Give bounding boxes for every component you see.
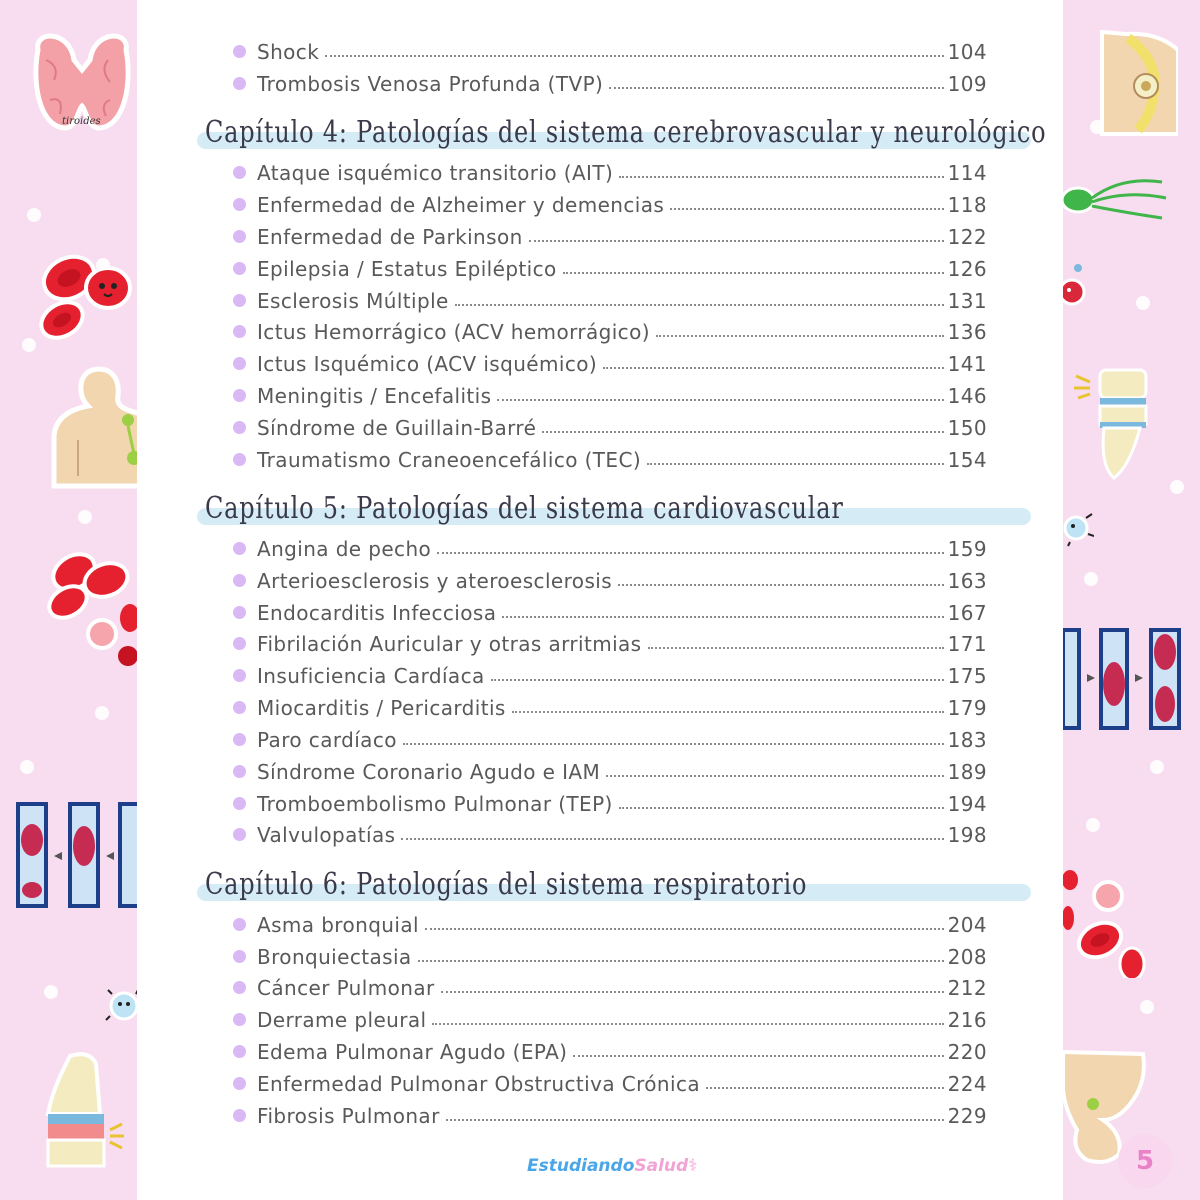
background-dot [1086, 818, 1100, 832]
entry-page: 216 [947, 1008, 987, 1032]
chapter-heading [197, 860, 1031, 908]
toc-entry[interactable] [233, 1098, 987, 1128]
bullet [233, 981, 246, 994]
dot-leader [542, 431, 943, 433]
stethoscope-icon: ⚕ [688, 1156, 698, 1176]
dot-leader [670, 208, 943, 210]
bullet [233, 453, 246, 466]
thyroid-icon [30, 30, 134, 144]
dot-leader [529, 240, 944, 242]
spine-icon [1070, 366, 1160, 486]
toc-entry[interactable] [233, 314, 987, 344]
entry-title: Enfermedad Pulmonar Obstructiva Crónica [257, 1072, 701, 1096]
entry-title: Cáncer Pulmonar [257, 976, 435, 1000]
toc-entry[interactable] [233, 531, 987, 561]
entry-page: 175 [947, 664, 987, 688]
background-dot [95, 706, 109, 720]
entry-title: Ictus Isquémico (ACV isquémico) [257, 352, 598, 376]
dot-leader [619, 807, 944, 809]
bullet [233, 294, 246, 307]
entry-title: Epilepsia / Estatus Epiléptico [257, 257, 557, 281]
toc-entry[interactable] [233, 410, 987, 440]
entry-page: 141 [947, 352, 987, 376]
toc-entry[interactable] [233, 907, 987, 937]
blood-vessel-clot-icon [1063, 628, 1187, 736]
red-blood-cells-icon [34, 250, 134, 349]
entry-title: Meningitis / Encefalitis [257, 384, 492, 408]
background-dot [78, 510, 92, 524]
background-dot [1140, 1000, 1154, 1014]
dot-leader [446, 1119, 944, 1121]
toc-entry[interactable] [233, 251, 987, 281]
toc-entry[interactable] [233, 283, 987, 313]
dot-leader [403, 743, 944, 745]
bullet [233, 1013, 246, 1026]
chapter-title: Capítulo 6: Patologías del sistema respiratorio [205, 867, 808, 902]
chapter-title: Capítulo 4: Patologías del sistema cerebrovascular y neurológico [205, 115, 1047, 150]
entry-page: 114 [947, 161, 987, 185]
toc-entry[interactable] [233, 442, 987, 472]
dot-leader [706, 1087, 944, 1089]
toc-entry[interactable] [233, 970, 987, 1000]
dot-leader [563, 272, 944, 274]
entry-page: 118 [947, 193, 987, 217]
bullet [233, 389, 246, 402]
dot-leader [437, 552, 943, 554]
background-dot [44, 985, 58, 999]
entry-page: 146 [947, 384, 987, 408]
blood-vessel-clot-icon [14, 800, 138, 914]
dot-leader [656, 335, 944, 337]
virus-icon [1060, 262, 1092, 314]
page-number: 5 [1118, 1134, 1172, 1188]
bullet [233, 733, 246, 746]
dot-leader [401, 838, 943, 840]
entry-title: Tromboembolismo Pulmonar (TEP) [257, 792, 613, 816]
entry-page: 163 [947, 569, 987, 593]
dot-leader [441, 991, 944, 993]
entry-page: 122 [947, 225, 987, 249]
background-dot [1136, 296, 1150, 310]
entry-title: Síndrome Coronario Agudo e IAM [257, 760, 601, 784]
dot-leader [573, 1055, 943, 1057]
bullet [233, 357, 246, 370]
toc-entry[interactable] [233, 817, 987, 847]
entry-title: Asma bronquial [257, 913, 419, 937]
virus-icon [1062, 512, 1094, 552]
bullet [233, 797, 246, 810]
thyroid-caption: tiroides [62, 116, 101, 127]
entry-page: 154 [947, 448, 987, 472]
entry-page: 198 [947, 823, 987, 847]
entry-page: 109 [947, 72, 987, 96]
entry-title: Insuficiencia Cardíaca [257, 664, 485, 688]
entry-page: 126 [947, 257, 987, 281]
entry-title: Ictus Hemorrágico (ACV hemorrágico) [257, 320, 650, 344]
toc-entry[interactable] [233, 754, 987, 784]
entry-title: Endocarditis Infecciosa [257, 601, 497, 625]
toc-entry[interactable] [233, 66, 987, 96]
toc-entry[interactable] [233, 722, 987, 752]
entry-title: Angina de pecho [257, 537, 432, 561]
entry-page: 212 [947, 976, 987, 1000]
bullet [233, 262, 246, 275]
bullet [233, 45, 246, 58]
toc-entry[interactable] [233, 690, 987, 720]
entry-page: 224 [947, 1072, 987, 1096]
background-dot [1084, 572, 1098, 586]
entry-page: 171 [947, 632, 987, 656]
dot-leader [619, 176, 943, 178]
entry-title: Esclerosis Múltiple [257, 289, 449, 313]
dot-leader [618, 584, 944, 586]
entry-title: Ataque isquémico transitorio (AIT) [257, 161, 614, 185]
document-page [137, 0, 1155, 1200]
bullet [233, 77, 246, 90]
entry-title: Paro cardíaco [257, 728, 397, 752]
bullet [233, 765, 246, 778]
red-blood-cells-icon [46, 552, 138, 676]
entry-page: 131 [947, 289, 987, 313]
dot-leader [648, 647, 944, 649]
dot-leader [418, 960, 944, 962]
toc-entry[interactable] [233, 658, 987, 688]
bullet [233, 918, 246, 931]
background-dot [1170, 480, 1184, 494]
bullet [233, 198, 246, 211]
toc-entry[interactable] [233, 378, 987, 408]
chapter-title: Capítulo 5: Patologías del sistema cardiovascular [205, 491, 844, 526]
bullet [233, 421, 246, 434]
entry-page: 220 [947, 1040, 987, 1064]
bullet [233, 325, 246, 338]
toc-entry[interactable] [233, 939, 987, 969]
toc-entry[interactable] [233, 219, 987, 249]
entry-page: 194 [947, 792, 987, 816]
entry-page: 208 [947, 945, 987, 969]
dot-leader [603, 367, 944, 369]
toc-entry[interactable] [233, 187, 987, 217]
entry-title: Bronquiectasia [257, 945, 412, 969]
dot-leader [502, 616, 943, 618]
entry-title: Enfermedad de Parkinson [257, 225, 523, 249]
dot-leader [491, 679, 944, 681]
entry-title: Traumatismo Craneoencefálico (TEC) [257, 448, 642, 472]
entry-page: 179 [947, 696, 987, 720]
entry-page: 167 [947, 601, 987, 625]
bullet [233, 230, 246, 243]
dot-leader [425, 928, 944, 930]
virus-icon [104, 986, 140, 1026]
dot-leader [512, 711, 944, 713]
bullet [233, 1045, 246, 1058]
entry-page: 136 [947, 320, 987, 344]
bullet [233, 166, 246, 179]
entry-title: Derrame pleural [257, 1008, 427, 1032]
entry-page: 183 [947, 728, 987, 752]
dot-leader [325, 55, 943, 57]
bullet [233, 828, 246, 841]
toc-entry[interactable] [233, 786, 987, 816]
bullet [233, 669, 246, 682]
toc-entry[interactable] [233, 1002, 987, 1032]
dot-leader [606, 775, 943, 777]
bullet [233, 701, 246, 714]
toc-entry[interactable] [233, 155, 987, 185]
entry-title: Valvulopatías [257, 823, 396, 847]
bullet [233, 542, 246, 555]
brand-name-part2: Salud [634, 1156, 689, 1176]
chapter-heading [197, 108, 1047, 156]
toc-entry[interactable] [233, 1034, 987, 1064]
toc-entry[interactable] [233, 595, 987, 625]
entry-title: Miocarditis / Pericarditis [257, 696, 506, 720]
bullet [233, 637, 246, 650]
toc-entry[interactable] [233, 626, 987, 656]
bullet [233, 950, 246, 963]
background-dot [1150, 760, 1164, 774]
entry-title: Síndrome de Guillain-Barré [257, 416, 537, 440]
dot-leader [432, 1023, 943, 1025]
breast-anatomy-icon [1098, 30, 1178, 142]
bullet [233, 1109, 246, 1122]
entry-title: Enfermedad de Alzheimer y demencias [257, 193, 665, 217]
entry-title: Edema Pulmonar Agudo (EPA) [257, 1040, 568, 1064]
vertebra-icon [40, 1050, 132, 1174]
bullet [233, 1077, 246, 1090]
entry-page: 159 [947, 537, 987, 561]
entry-page: 189 [947, 760, 987, 784]
bullet [233, 606, 246, 619]
background-dot [20, 760, 34, 774]
toc-entry[interactable] [233, 563, 987, 593]
entry-title: Trombosis Venosa Profunda (TVP) [257, 72, 604, 96]
dot-leader [455, 304, 944, 306]
background-dot [27, 208, 41, 222]
entry-title: Shock [257, 40, 320, 64]
bullet [233, 574, 246, 587]
bacteria-icon [1062, 172, 1172, 230]
toc-entry[interactable] [233, 34, 987, 64]
entry-title: Fibrosis Pulmonar [257, 1104, 440, 1128]
dot-leader [647, 463, 944, 465]
dot-leader [609, 87, 943, 89]
toc-entry[interactable] [233, 346, 987, 376]
chapter-heading [197, 484, 1031, 532]
entry-page: 229 [947, 1104, 987, 1128]
entry-title: Fibrilación Auricular y otras arritmias [257, 632, 642, 656]
anatomy-torso-icon [48, 366, 140, 494]
toc-entry[interactable] [233, 1066, 987, 1096]
red-blood-cells-icon [1062, 866, 1146, 982]
entry-page: 104 [947, 40, 987, 64]
entry-page: 204 [947, 913, 987, 937]
dot-leader [497, 399, 943, 401]
entry-page: 150 [947, 416, 987, 440]
entry-title: Arterioesclerosis y ateroesclerosis [257, 569, 613, 593]
brand-name-part1: Estudiando [527, 1156, 635, 1176]
brand-logo [527, 1156, 697, 1176]
